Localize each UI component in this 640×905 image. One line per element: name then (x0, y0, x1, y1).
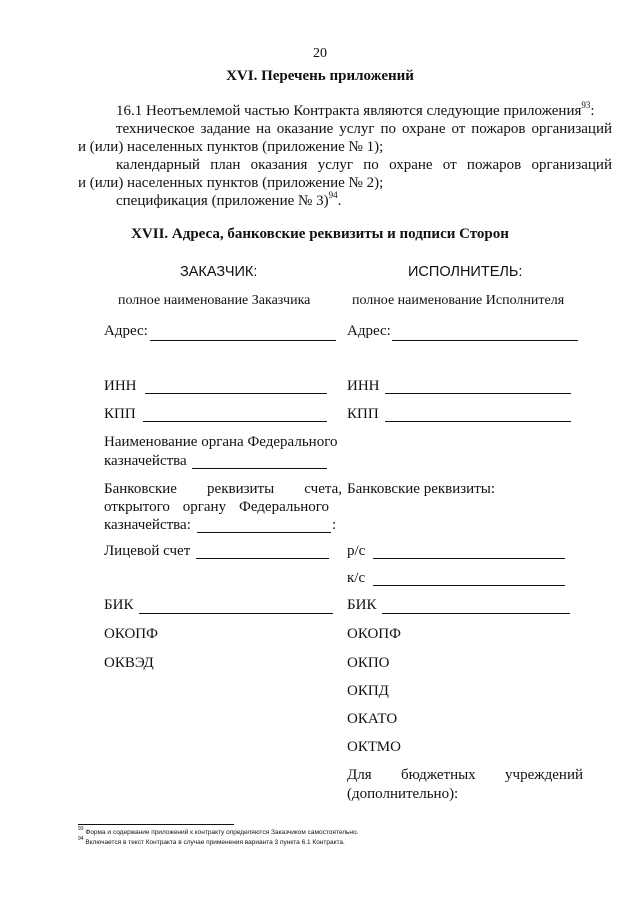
section-17-title: XVII. Адреса, банковские реквизиты и подписи Сторон (131, 226, 509, 242)
customer-address-label: Адрес: (104, 323, 148, 339)
appendix-1-line1: техническое задание на оказание услуг по охране от пожаров организаций (116, 121, 612, 137)
customer-bik-field[interactable] (139, 613, 333, 614)
customer-account-field[interactable] (196, 558, 329, 559)
contractor-heading: ИСПОЛНИТЕЛЬ: (408, 264, 523, 280)
customer-bank-field[interactable] (197, 532, 331, 533)
customer-treasury-line2: казначейства (104, 453, 187, 469)
footnote-ref-93: 93 (581, 100, 591, 110)
customer-okved-label: ОКВЭД (104, 655, 154, 671)
contractor-ks-field[interactable] (373, 585, 565, 586)
footnote-93: $^{93}$ Форма и содержание приложений к контракту определяются Заказчиком самостоятельно. (78, 825, 359, 836)
contractor-kpp-field[interactable] (385, 421, 571, 422)
appendix-1-line2: и (или) населенных пунктов (приложение № 1); (78, 139, 384, 155)
contractor-inn-label: ИНН (347, 378, 380, 394)
customer-account-label: Лицевой счет (104, 543, 191, 559)
section-16-intro: 16.1 Неотъемлемой частью Контракта являются следующие приложения$^{93}$: (116, 100, 595, 119)
customer-okopf-label: ОКОПФ (104, 626, 158, 642)
contractor-budget-line1: Для бюджетных учреждений (347, 767, 583, 783)
footnote-divider (78, 824, 234, 825)
customer-bank-line2: открытого органу Федерального (104, 499, 329, 515)
section-16-title: XVI. Перечень приложений (226, 68, 414, 84)
contractor-bik-field[interactable] (382, 613, 570, 614)
customer-heading: ЗАКАЗЧИК: (180, 264, 258, 280)
customer-treasury-line1: Наименование органа Федерального (104, 434, 338, 450)
customer-bank-line3: казначейства: (104, 517, 191, 533)
contractor-inn-field[interactable] (385, 393, 571, 394)
customer-kpp-label: КПП (104, 406, 136, 422)
customer-kpp-field[interactable] (143, 421, 327, 422)
customer-bik-label: БИК (104, 597, 134, 613)
contractor-full-name: полное наименование Исполнителя (352, 293, 565, 308)
contractor-okato-label: ОКАТО (347, 711, 398, 727)
customer-inn-label: ИНН (104, 378, 137, 394)
customer-bank-line1: Банковские реквизиты счета, (104, 481, 342, 497)
contractor-okopf-label: ОКОПФ (347, 626, 401, 642)
contractor-budget-line2: (дополнительно): (347, 786, 459, 802)
contractor-okpo-label: ОКПО (347, 655, 390, 671)
appendix-2-line2: и (или) населенных пунктов (приложение № 2); (78, 175, 384, 191)
contractor-kpp-label: КПП (347, 406, 379, 422)
customer-treasury-field[interactable] (192, 468, 327, 469)
customer-inn-field[interactable] (145, 393, 327, 394)
contractor-ks-label: к/с (347, 570, 366, 586)
page-number: 20 (313, 46, 327, 61)
contractor-rs-label: р/с (347, 543, 366, 559)
contractor-rs-field[interactable] (373, 558, 565, 559)
contractor-oktmo-label: ОКТМО (347, 739, 401, 755)
contractor-address-field[interactable] (392, 340, 578, 341)
contractor-bik-label: БИК (347, 597, 377, 613)
contractor-okpd-label: ОКПД (347, 683, 389, 699)
customer-full-name: полное наименование Заказчика (118, 293, 311, 308)
appendix-2-line1: календарный план оказания услуг по охране от пожаров организаций (116, 157, 612, 173)
footnote-94: $^{94}$ Включается в текст Контракта в случае применения варианта 3 пункта 6.1 Контракта. (78, 835, 345, 846)
customer-address-field[interactable] (150, 340, 336, 341)
footnote-ref-94: 94 (328, 190, 338, 200)
contractor-address-label: Адрес: (347, 323, 391, 339)
customer-bank-colon: : (332, 517, 337, 533)
contractor-bank-label: Банковские реквизиты: (347, 481, 496, 497)
appendix-3: спецификация (приложение № 3)$^{94}$. (116, 190, 342, 209)
